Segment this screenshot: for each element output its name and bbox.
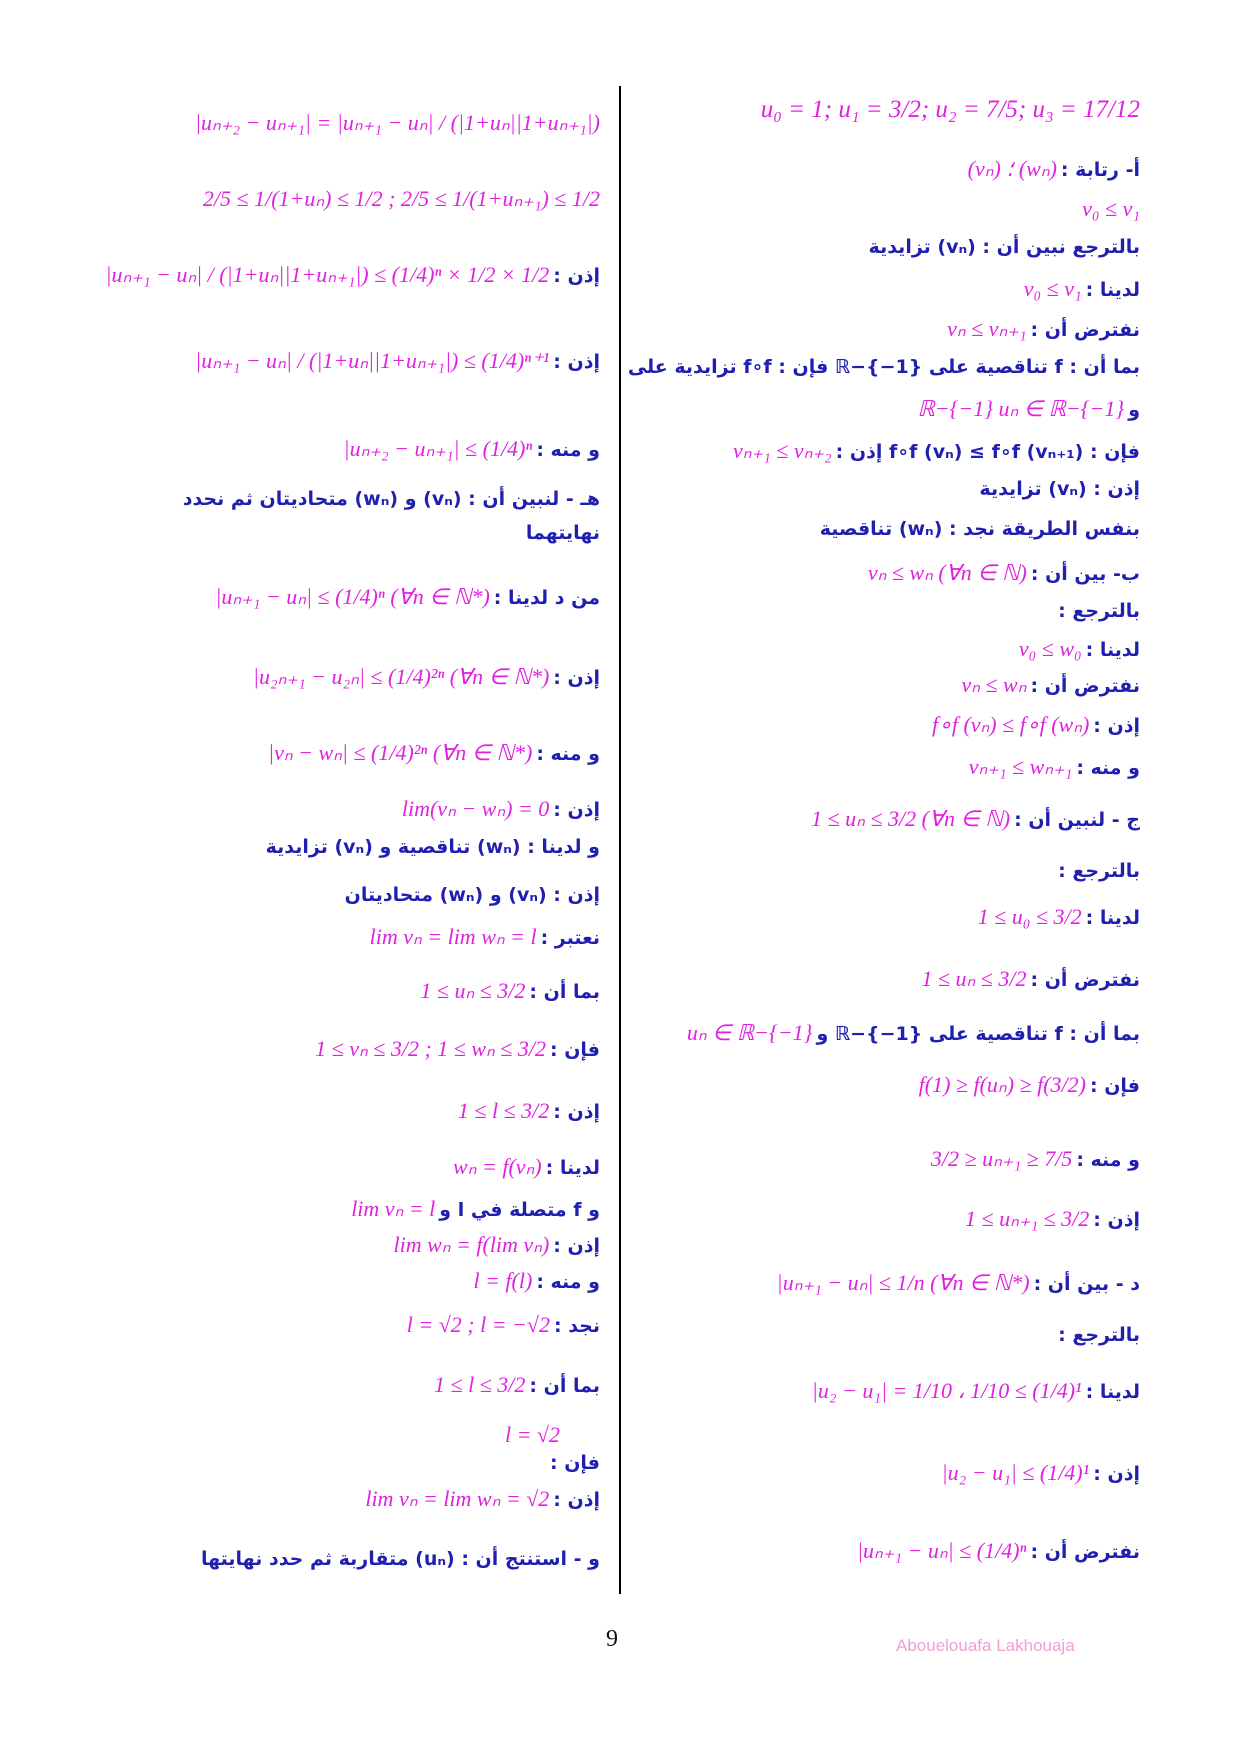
text-line: و منه : 3/2 ≥ uₙ₊₁ ≥ 7/5 bbox=[930, 1146, 1140, 1171]
text-line: بالترجع : bbox=[1058, 860, 1140, 882]
text-line: إذن : 1 ≤ uₙ₊₁ ≤ 3/2 bbox=[965, 1206, 1140, 1231]
column-divider bbox=[619, 86, 621, 1594]
text-line: و ℝ−{−1} uₙ ∈ ℝ−{−1} bbox=[917, 396, 1140, 421]
text-line: من د لدينا : |uₙ₊₁ − uₙ| ≤ (1/4)ⁿ (∀n ∈ ℕ*) bbox=[215, 584, 600, 609]
text-line: لدينا : v₀ ≤ v₁ bbox=[1023, 276, 1140, 301]
text-line: إذن : (vₙ) تزايدية bbox=[979, 478, 1140, 500]
text-line: ج - لنبين أن : 1 ≤ uₙ ≤ 3/2 (∀n ∈ ℕ) bbox=[811, 806, 1140, 831]
text-line: إذن : lim(vₙ − wₙ) = 0 bbox=[401, 796, 600, 821]
math-line: l = √2 bbox=[504, 1422, 560, 1447]
text-line: إذن : lim vₙ = lim wₙ = √2 bbox=[365, 1486, 600, 1511]
text-line: د - بين أن : |uₙ₊₁ − uₙ| ≤ 1/n (∀n ∈ ℕ*) bbox=[776, 1270, 1140, 1295]
text-line: بما أن : 1 ≤ uₙ ≤ 3/2 bbox=[420, 978, 600, 1003]
text-line: بما أن : f تناقصية على ℝ−{−1} فإن : f∘f تزايدية على bbox=[627, 356, 1140, 378]
text-line: و منه : |vₙ − wₙ| ≤ (1/4)²ⁿ (∀n ∈ ℕ*) bbox=[268, 740, 600, 765]
section-heading: هـ - لنبين أن : (vₙ) و (wₙ) متحاديتان ثم نحدد bbox=[182, 488, 600, 510]
text-line: لدينا : |u₂ − u₁| = 1/10 ، 1/10 ≤ (1/4)¹ bbox=[811, 1378, 1140, 1403]
text-line: إذن : f∘f (vₙ) ≤ f∘f (wₙ) bbox=[931, 712, 1140, 737]
text-line: إذن : (vₙ) و (wₙ) متحاديتان bbox=[344, 884, 600, 906]
section-heading: و - استنتج أن : (uₙ) متقاربة ثم حدد نهايتها bbox=[200, 1548, 600, 1570]
math-line: |uₙ₊₂ − uₙ₊₁| = |uₙ₊₁ − uₙ| / (|1+uₙ||1+uₙ₊₁|) bbox=[194, 110, 600, 135]
author-watermark: Abouelouafa Lakhouaja bbox=[896, 1636, 1075, 1655]
text-line: بالترجع : bbox=[1058, 1324, 1140, 1346]
math-line: v₀ ≤ v₁ bbox=[1082, 196, 1140, 221]
text-line: إذن : |uₙ₊₁ − uₙ| / (|1+uₙ||1+uₙ₊₁|) ≤ (1/4)ⁿ × 1/2 × 1/2 bbox=[105, 262, 600, 287]
text-line: فإن : f∘f (vₙ) ≤ f∘f (vₙ₊₁) إذن : vₙ₊₁ ≤ vₙ₊₂ bbox=[733, 438, 1140, 463]
text-line: لدينا : 1 ≤ u₀ ≤ 3/2 bbox=[977, 904, 1140, 929]
text-line: فإن : f(1) ≥ f(uₙ) ≥ f(3/2) bbox=[918, 1072, 1140, 1097]
text-line: و منه : l = f(l) bbox=[473, 1268, 600, 1293]
text-line: نفترض أن : |uₙ₊₁ − uₙ| ≤ (1/4)ⁿ bbox=[856, 1538, 1140, 1563]
section-heading-cont: نهايتهما bbox=[525, 522, 600, 544]
text-line: إذن : |uₙ₊₁ − uₙ| / (|1+uₙ||1+uₙ₊₁|) ≤ (1/4)ⁿ⁺¹ bbox=[195, 348, 600, 373]
text-line: بنفس الطريقة نجد : (wₙ) تناقصية bbox=[819, 518, 1140, 540]
text-line: نفترض أن : vₙ ≤ vₙ₊₁ bbox=[947, 316, 1140, 341]
page-number: 9 bbox=[606, 1626, 618, 1652]
text-line: بما أن : 1 ≤ l ≤ 3/2 bbox=[434, 1372, 600, 1397]
text-line: فإن : bbox=[549, 1452, 600, 1474]
text-line: نجد : l = √2 ; l = −√2 bbox=[406, 1312, 600, 1337]
text-line: لدينا : wₙ = f(vₙ) bbox=[453, 1154, 600, 1179]
text-line: نفترض أن : vₙ ≤ wₙ bbox=[961, 672, 1140, 697]
text-line: نفترض أن : 1 ≤ uₙ ≤ 3/2 bbox=[921, 966, 1140, 991]
text-line: لدينا : v₀ ≤ w₀ bbox=[1018, 636, 1140, 661]
text-line: إذن : |u₂ₙ₊₁ − u₂ₙ| ≤ (1/4)²ⁿ (∀n ∈ ℕ*) bbox=[252, 664, 600, 689]
text-line: إذن : |u₂ − u₁| ≤ (1/4)¹ bbox=[941, 1460, 1140, 1485]
text-line: و منه : vₙ₊₁ ≤ wₙ₊₁ bbox=[968, 754, 1140, 779]
text-line: إذن : lim wₙ = f(lim vₙ) bbox=[393, 1232, 600, 1257]
text-line: و f متصلة في l و lim vₙ = l bbox=[351, 1196, 600, 1221]
sequence-values: u₀ = 1; u₁ = 3/2; u₂ = 7/5; u₃ = 17/12 bbox=[760, 96, 1140, 123]
text-line: و منه : |uₙ₊₂ − uₙ₊₁| ≤ (1/4)ⁿ bbox=[343, 436, 600, 461]
text-line: بالترجع نبين أن : (vₙ) تزايدية bbox=[868, 236, 1140, 258]
text-line: ب- بين أن : vₙ ≤ wₙ (∀n ∈ ℕ) bbox=[867, 560, 1140, 585]
math-line: 2/5 ≤ 1/(1+uₙ) ≤ 1/2 ; 2/5 ≤ 1/(1+uₙ₊₁) ≤ 1/2 bbox=[202, 186, 600, 211]
text-line: فإن : 1 ≤ vₙ ≤ 3/2 ; 1 ≤ wₙ ≤ 3/2 bbox=[315, 1036, 600, 1061]
text-line: و لدينا : (wₙ) تناقصية و (vₙ) تزايدية bbox=[265, 836, 600, 858]
text-line: بما أن : f تناقصية على ℝ−{−1} و uₙ ∈ ℝ−{−1} bbox=[686, 1020, 1140, 1045]
text-line: إذن : 1 ≤ l ≤ 3/2 bbox=[457, 1098, 600, 1123]
text-line: نعتبر : lim vₙ = lim wₙ = l bbox=[369, 924, 600, 949]
monotonicity-heading: أ- رتابة : (vₙ) ؛ (wₙ) bbox=[967, 156, 1140, 181]
text-line: بالترجع : bbox=[1058, 600, 1140, 622]
